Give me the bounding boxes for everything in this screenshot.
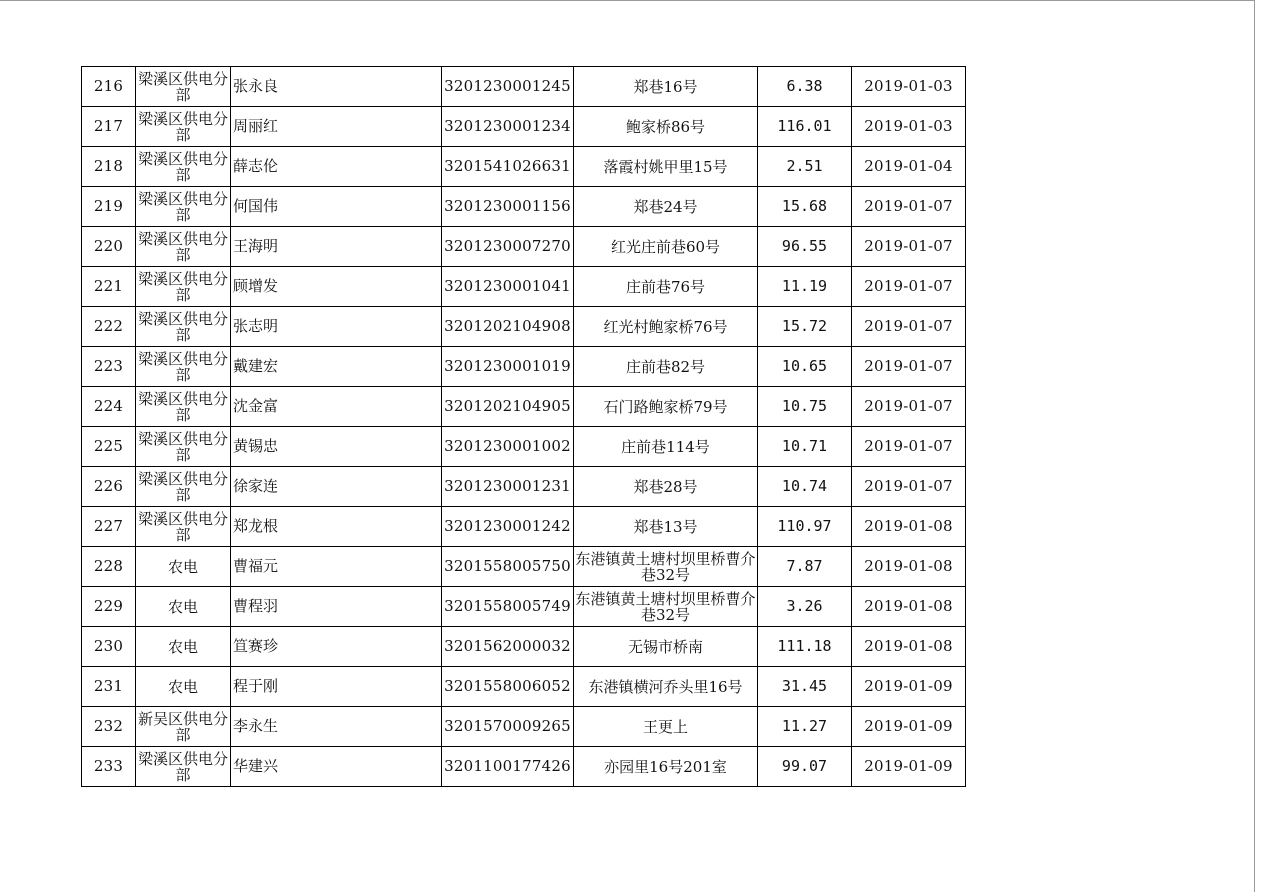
cell-dept: 梁溪区供电分部 [136, 507, 231, 547]
cell-date: 2019-01-09 [852, 747, 966, 787]
cell-name: 张永良 [231, 67, 442, 107]
cell-dept: 农电 [136, 547, 231, 587]
table-row [82, 67, 966, 107]
cell-account: 3201570009265 [442, 707, 574, 747]
cell-dept: 梁溪区供电分部 [136, 427, 231, 467]
cell-name: 徐家连 [231, 467, 442, 507]
cell-no: 225 [82, 427, 136, 467]
cell-account: 3201230001041 [442, 267, 574, 307]
table-row [82, 707, 966, 747]
cell-address: 王更上 [574, 707, 758, 747]
cell-no: 222 [82, 307, 136, 347]
cell-no: 228 [82, 547, 136, 587]
cell-address: 落霞村姚甲里15号 [574, 147, 758, 187]
cell-date: 2019-01-08 [852, 587, 966, 627]
cell-name: 沈金富 [231, 387, 442, 427]
table-row [82, 507, 966, 547]
cell-no: 226 [82, 467, 136, 507]
cell-dept: 梁溪区供电分部 [136, 187, 231, 227]
cell-address: 鲍家桥86号 [574, 107, 758, 147]
cell-amount: 11.27 [758, 707, 852, 747]
table-row [82, 667, 966, 707]
cell-dept: 梁溪区供电分部 [136, 347, 231, 387]
cell-dept: 农电 [136, 667, 231, 707]
cell-name: 郑龙根 [231, 507, 442, 547]
cell-name: 黄锡忠 [231, 427, 442, 467]
cell-amount: 11.19 [758, 267, 852, 307]
cell-date: 2019-01-07 [852, 467, 966, 507]
cell-name: 周丽红 [231, 107, 442, 147]
table-row [82, 627, 966, 667]
cell-account: 3201230001156 [442, 187, 574, 227]
table-row [82, 187, 966, 227]
table-row [82, 107, 966, 147]
cell-amount: 116.01 [758, 107, 852, 147]
cell-date: 2019-01-08 [852, 507, 966, 547]
cell-name: 张志明 [231, 307, 442, 347]
cell-amount: 10.71 [758, 427, 852, 467]
cell-account: 3201100177426 [442, 747, 574, 787]
cell-account: 3201541026631 [442, 147, 574, 187]
cell-amount: 10.65 [758, 347, 852, 387]
cell-amount: 111.18 [758, 627, 852, 667]
cell-dept: 梁溪区供电分部 [136, 227, 231, 267]
table-row [82, 347, 966, 387]
cell-address: 东港镇黄土塘村坝里桥曹介巷32号 [574, 547, 758, 587]
cell-account: 3201558005750 [442, 547, 574, 587]
table-row [82, 307, 966, 347]
cell-date: 2019-01-09 [852, 667, 966, 707]
cell-no: 223 [82, 347, 136, 387]
cell-dept: 农电 [136, 627, 231, 667]
cell-date: 2019-01-09 [852, 707, 966, 747]
cell-amount: 99.07 [758, 747, 852, 787]
cell-name: 王海明 [231, 227, 442, 267]
cell-account: 3201230001242 [442, 507, 574, 547]
table-row [82, 547, 966, 587]
cell-name: 曹福元 [231, 547, 442, 587]
cell-amount: 15.68 [758, 187, 852, 227]
cell-account: 3201202104908 [442, 307, 574, 347]
cell-no: 227 [82, 507, 136, 547]
cell-dept: 农电 [136, 587, 231, 627]
cell-address: 红光庄前巷60号 [574, 227, 758, 267]
cell-account: 3201230001231 [442, 467, 574, 507]
cell-dept: 梁溪区供电分部 [136, 747, 231, 787]
cell-account: 3201230001234 [442, 107, 574, 147]
cell-account: 3201562000032 [442, 627, 574, 667]
cell-amount: 96.55 [758, 227, 852, 267]
cell-amount: 6.38 [758, 67, 852, 107]
cell-date: 2019-01-07 [852, 347, 966, 387]
cell-account: 3201230001002 [442, 427, 574, 467]
cell-name: 薛志伦 [231, 147, 442, 187]
cell-no: 217 [82, 107, 136, 147]
cell-no: 229 [82, 587, 136, 627]
cell-date: 2019-01-08 [852, 627, 966, 667]
data-table [81, 66, 966, 787]
cell-dept: 梁溪区供电分部 [136, 107, 231, 147]
cell-dept: 梁溪区供电分部 [136, 467, 231, 507]
cell-no: 231 [82, 667, 136, 707]
cell-no: 233 [82, 747, 136, 787]
cell-name: 笪赛珍 [231, 627, 442, 667]
table-row [82, 267, 966, 307]
cell-no: 216 [82, 67, 136, 107]
cell-amount: 3.26 [758, 587, 852, 627]
cell-address: 郑巷16号 [574, 67, 758, 107]
cell-no: 230 [82, 627, 136, 667]
table-row [82, 467, 966, 507]
cell-account: 3201230007270 [442, 227, 574, 267]
cell-amount: 7.87 [758, 547, 852, 587]
cell-date: 2019-01-07 [852, 427, 966, 467]
cell-address: 亦园里16号201室 [574, 747, 758, 787]
cell-date: 2019-01-07 [852, 307, 966, 347]
cell-account: 3201230001019 [442, 347, 574, 387]
cell-amount: 2.51 [758, 147, 852, 187]
cell-amount: 31.45 [758, 667, 852, 707]
cell-address: 红光村鲍家桥76号 [574, 307, 758, 347]
cell-name: 程于刚 [231, 667, 442, 707]
cell-no: 218 [82, 147, 136, 187]
cell-name: 顾增发 [231, 267, 442, 307]
cell-date: 2019-01-04 [852, 147, 966, 187]
cell-dept: 梁溪区供电分部 [136, 267, 231, 307]
cell-amount: 10.74 [758, 467, 852, 507]
cell-no: 232 [82, 707, 136, 747]
cell-amount: 10.75 [758, 387, 852, 427]
cell-name: 何国伟 [231, 187, 442, 227]
cell-name: 戴建宏 [231, 347, 442, 387]
cell-no: 221 [82, 267, 136, 307]
table-row [82, 587, 966, 627]
table-row [82, 227, 966, 267]
cell-name: 李永生 [231, 707, 442, 747]
cell-account: 3201558006052 [442, 667, 574, 707]
cell-amount: 110.97 [758, 507, 852, 547]
cell-amount: 15.72 [758, 307, 852, 347]
cell-address: 庄前巷82号 [574, 347, 758, 387]
cell-name: 曹程羽 [231, 587, 442, 627]
cell-dept: 梁溪区供电分部 [136, 147, 231, 187]
cell-date: 2019-01-08 [852, 547, 966, 587]
cell-account: 3201558005749 [442, 587, 574, 627]
cell-no: 224 [82, 387, 136, 427]
cell-address: 无锡市桥南 [574, 627, 758, 667]
cell-account: 3201230001245 [442, 67, 574, 107]
cell-dept: 梁溪区供电分部 [136, 387, 231, 427]
cell-date: 2019-01-03 [852, 107, 966, 147]
cell-address: 庄前巷76号 [574, 267, 758, 307]
cell-address: 东港镇横河乔头里16号 [574, 667, 758, 707]
cell-address: 郑巷28号 [574, 467, 758, 507]
cell-dept: 新吴区供电分部 [136, 707, 231, 747]
table-row [82, 427, 966, 467]
cell-address: 东港镇黄土塘村坝里桥曹介巷32号 [574, 587, 758, 627]
cell-address: 庄前巷114号 [574, 427, 758, 467]
cell-no: 219 [82, 187, 136, 227]
cell-address: 石门路鲍家桥79号 [574, 387, 758, 427]
table-row [82, 747, 966, 787]
cell-account: 3201202104905 [442, 387, 574, 427]
cell-dept: 梁溪区供电分部 [136, 307, 231, 347]
cell-date: 2019-01-07 [852, 227, 966, 267]
cell-date: 2019-01-03 [852, 67, 966, 107]
cell-date: 2019-01-07 [852, 187, 966, 227]
cell-date: 2019-01-07 [852, 387, 966, 427]
table-body [82, 67, 966, 787]
cell-dept: 梁溪区供电分部 [136, 67, 231, 107]
table-row [82, 147, 966, 187]
cell-address: 郑巷13号 [574, 507, 758, 547]
cell-address: 郑巷24号 [574, 187, 758, 227]
cell-name: 华建兴 [231, 747, 442, 787]
table-row [82, 387, 966, 427]
cell-no: 220 [82, 227, 136, 267]
cell-date: 2019-01-07 [852, 267, 966, 307]
